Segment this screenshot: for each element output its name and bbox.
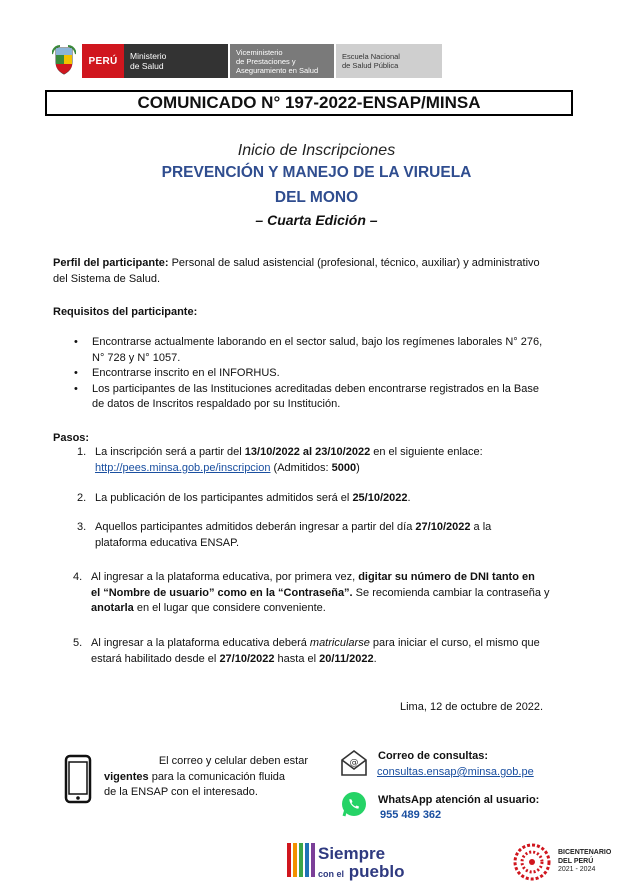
svg-text:@: @ [349,758,359,768]
paso-2: 2. La publicación de los participantes admitidos será el 25/10/2022. [77,492,411,504]
edition-label: – Cuarta Edición – [255,212,378,228]
whatsapp-label: WhatsApp atención al usuario: [378,794,540,806]
inscripcion-link[interactable]: http://pees.minsa.gob.pe/inscripcion [95,461,271,474]
requisitos-label: Requisitos del participante: [53,306,198,318]
mobile-phone-icon [64,754,92,804]
siempre-logo-text: Siempre con el pueblo [318,844,405,881]
paso-4: 4. Al ingresar a la plataforma educativa, por primera vez, digitar su número de DNI tanto en el “Nombre de usuario” como en la “Contraseña”. Se recomienda cambiar la contraseña y anotarla en el lugar que considere conveniente. [73,571,550,614]
escuela-logo: Escuela Nacional de Salud Pública [336,44,442,78]
paso-1: 1. La inscripción será a partir del 13/10/2022 al 23/10/2022 en el siguiente enlace: http://pees.minsa.gob.pe/inscripcion (Admitidos: 5000) [77,446,483,474]
list-item: • Encontrarse actualmente laborando en el sector salud, bajo los regímenes laborales N° 276, N° 728 y N° 1057. [74,336,543,364]
whatsapp-number: 955 489 362 [380,809,442,821]
bicentenario-logo-icon [512,842,552,882]
bicentenario-logo-text: BICENTENARIO DEL PERÚ 2021 - 2024 [558,849,612,873]
course-title-line2: DEL MONO [274,189,359,206]
requisitos-list [74,335,572,413]
list-item: • Los participantes de las Instituciones acreditadas deben encontrarse registrados en la Base de datos de Inscritos respaldado por su Institución. [74,382,539,410]
perfil-text: Personal de salud asistencial (profesional, técnico, auxiliar) y administrativo [168,257,540,269]
bullet-icon: • [74,336,78,348]
ministerio-logo: Ministerio de Salud [124,44,228,78]
perfil-label: Perfil del participante: [53,257,169,269]
pasos-label: Pasos: [53,432,90,444]
perfil-text-cont: del Sistema de Salud. [53,272,161,285]
course-title-line1: PREVENCIÓN Y MANEJO DE LA VIRUELA [161,164,472,181]
bullet-icon: • [74,367,78,379]
paso-5: 5. Al ingresar a la plataforma educativa deberá matricularse para iniciar el curso, el mismo que estará habilitado desde el 27/10/2022 hasta el 20/11/2022. [73,637,540,665]
viceministerio-logo: Viceministerio de Prestaciones y Aseguramiento en Salud [230,44,334,78]
paso-3: 3. Aquellos participantes admitidos deberán ingresar a partir del día 27/10/2022 a la plataforma educativa ENSAP. [77,521,492,549]
contact-info-note: El correo y celular deben estar vigentes para la comunicación fluida de la ENSAP con el interesado. [104,755,308,798]
perfil-section [53,256,573,287]
peru-coat-of-arms-icon [52,44,76,77]
document-title: COMUNICADO N° 197-2022-ENSAP/MINSA [45,90,573,116]
subtitle-line1: Inicio de Inscripciones [237,142,396,159]
date-line: Lima, 12 de octubre de 2022. [400,701,544,713]
whatsapp-icon [340,790,368,818]
list-item: • Encontrarse inscrito en el INFORHUS. [92,366,572,382]
peru-logo: PERÚ [82,44,124,78]
email-icon [339,748,369,778]
email-label: Correo de consultas: [378,750,489,762]
siempre-logo-icon [287,843,315,877]
bullet-icon: • [74,382,78,395]
email-link[interactable]: consultas.ensap@minsa.gob.pe [377,766,534,778]
